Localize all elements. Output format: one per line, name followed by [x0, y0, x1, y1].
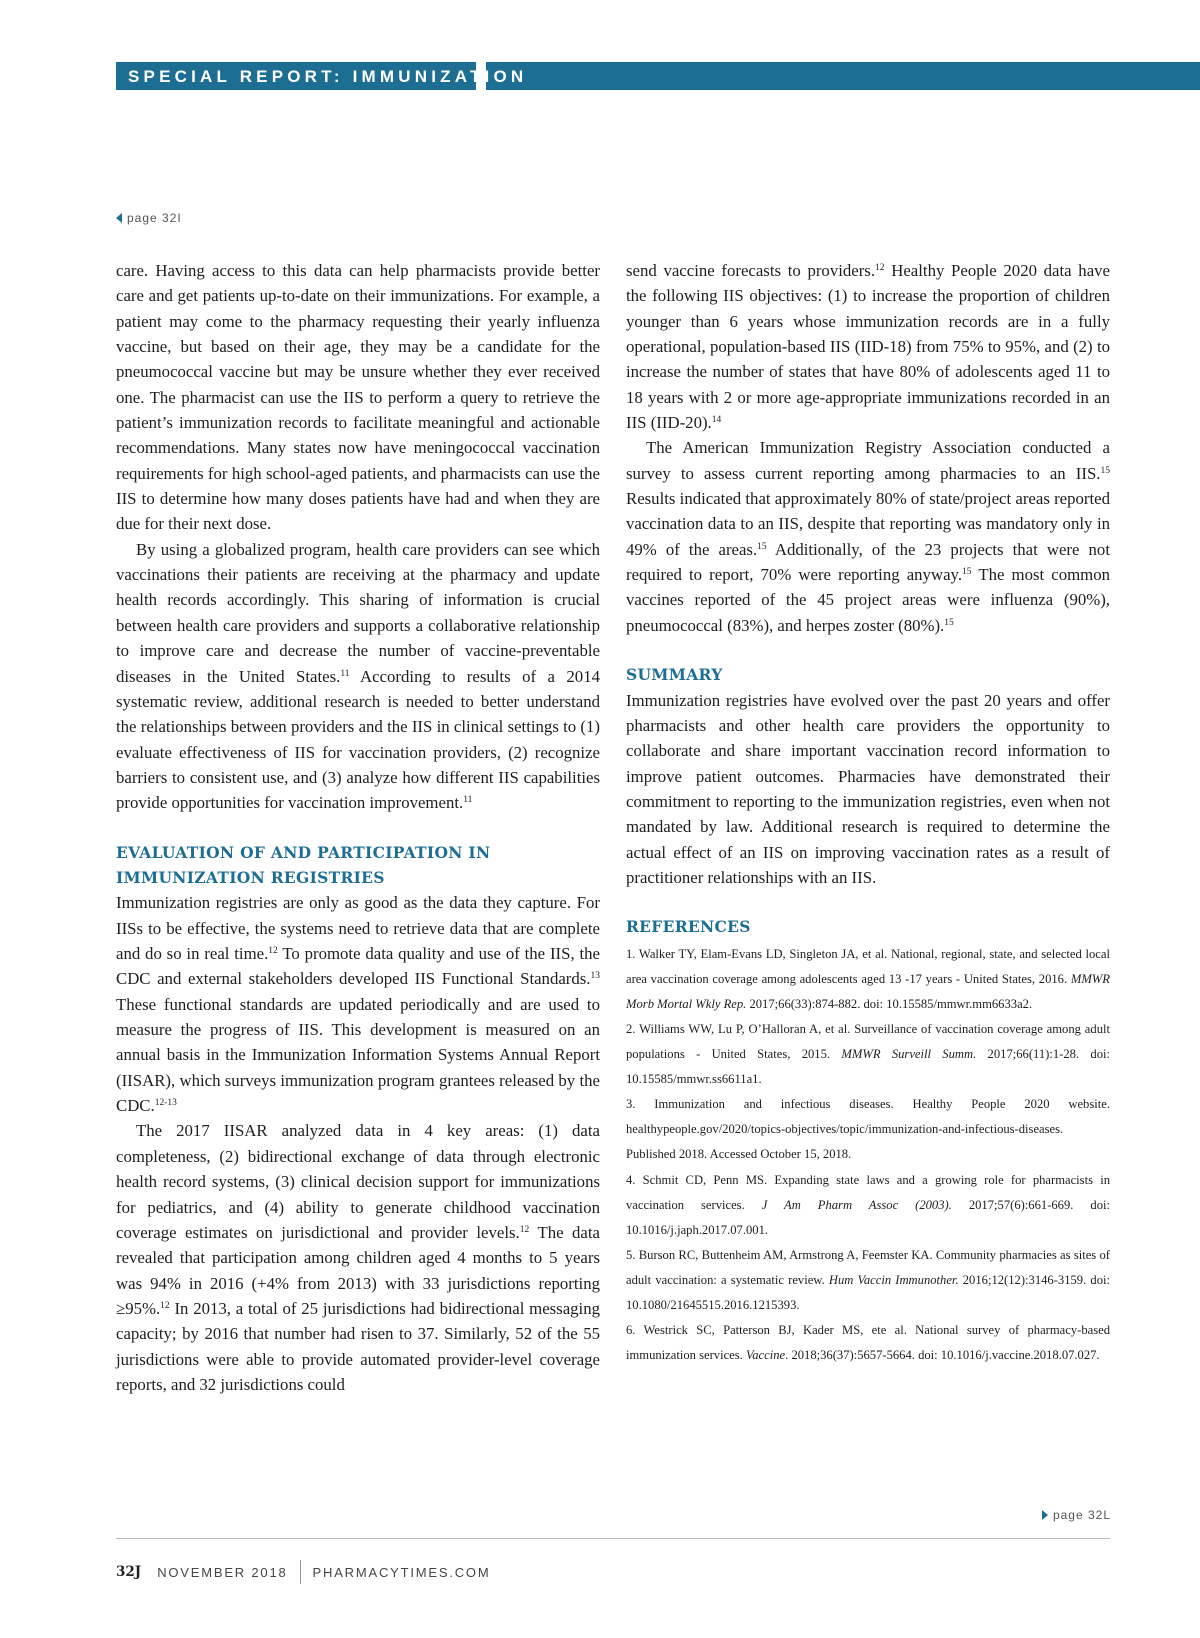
- citation: 12: [875, 263, 885, 273]
- citation: 12: [160, 1300, 170, 1311]
- caret-right-icon: [1042, 1510, 1048, 1520]
- issue-date: NOVEMBER 2018: [157, 1564, 288, 1580]
- page-number: 32J: [116, 1564, 142, 1580]
- continued-from-link[interactable]: [116, 211, 182, 225]
- citation: 15: [962, 567, 972, 578]
- caret-left-icon: [116, 213, 122, 223]
- footer-separator: [300, 1560, 301, 1584]
- citation: 15: [944, 617, 954, 628]
- reference-item: 4. Schmit CD, Penn MS. Expanding state laws and a growing role for pharmacists in vaccination services. J Am Pharm Assoc (2003). 2017;57(6):661-669. doi: 10.1016/j.japh.2017.07.001.: [626, 1172, 1110, 1237]
- paragraph: Immunization registries have evolved over the past 20 years and offer pharmacists and other health care providers the opportunity to collaborate and share important vaccination record information to improve patient outcomes. Pharmacies have demonstrated their commitment to reporting to the immunization registries, even when not mandated by law. Additional research is required to determine the actual effect of an IIS on improving vaccination rates as a result of practitioner relationships with an IIS.: [626, 690, 1110, 887]
- footer-divider: [116, 1538, 1110, 1539]
- page-footer: [116, 1560, 490, 1584]
- paragraph: Immunization registries are only as good as the data they capture. For IISs to be effective, the systems need to retrieve data that are complete and do so in real time.$^{12}$ To promote data quality and use of the IIS, the CDC and external stakeholders developed IIS Functional Standards.$^{13}$ These functional standards are updated periodically and are used to measure the progress of IIS. This development is measured on an annual basis in the Immunization Information Systems Annual Report (IISAR), which surveys immunization program grantees released by the CDC.$^{12-13}$: [116, 893, 600, 1116]
- left-column: [116, 258, 600, 1397]
- continued-to-label: page 32L: [1052, 1508, 1111, 1522]
- reference-item: 2. Williams WW, Lu P, O’Halloran A, et al. Surveillance of vaccination coverage among adult populations - United States, 2015. MMWR Surveill Summ. 2017;66(11):1-28. doi: 10.15585/mmwr.ss6611a1.: [626, 1022, 1110, 1087]
- right-column: [626, 258, 1110, 1368]
- paragraph: By using a globalized program, health care providers can see which vaccinations their patients are receiving at the pharmacy and update health records accordingly. This sharing of information is crucial between health care providers and supports a collaborative relationship to improve care and decrease the number of vaccine-preventable diseases in the United States.$^{11}$ According to results of a 2014 systematic review, additional research is needed to better understand the relationships between providers and the IIS in clinical settings to (1) evaluate effectiveness of IIS for vaccination providers, (2) recognize barriers to consistent use, and (3) analyze how different IIS capabilities provide opportunities for vaccination improvement.$^{11}$: [116, 539, 600, 813]
- section-title: SPECIAL REPORT: IMMUNIZATION: [128, 67, 528, 86]
- reference-item: 5. Burson RC, Buttenheim AM, Armstrong A, Feemster KA. Community pharmacies as sites of adult vaccination: a systematic review. Hum Vaccin Immunother. 2016;12(12):3146-3159. doi: 10.1080/21645515.2016.1215393.: [626, 1247, 1110, 1313]
- reference-list: [626, 942, 1110, 1369]
- section-heading: EVALUATION OF AND PARTICIPATION IN IMMUNIZATION REGISTRIES: [116, 842, 491, 887]
- citation: 13: [590, 971, 600, 982]
- citation: 12-13: [154, 1098, 177, 1109]
- paragraph: The 2017 IISAR analyzed data in 4 key areas: (1) data completeness, (2) bidirectional exchange of data through electronic health record systems, (3) clinical decision support for immunizations for pediatrics, and (4) ability to generate childhood vaccination coverage estimates on jurisdictional and provider levels.$^{12}$ The data revealed that participation among children aged 4 months to 5 years was 94% in 2016 (+4% from 2013) with 33 jurisdictions reporting ≥95%.$^{12}$ In 2013, a total of 25 jurisdictions had bidirectional messaging capacity; by 2016 that number had risen to 37. Similarly, 52 of the 55 jurisdictions were able to provide automated provider-level coverage reports, and 32 jurisdictions could: [116, 1121, 600, 1394]
- citation: 11: [463, 795, 473, 806]
- citation: 11: [340, 668, 350, 679]
- reference-item: 1. Walker TY, Elam-Evans LD, Singleton JA, et al. National, regional, state, and selected local area vaccination coverage among adolescents aged 13 -17 years - United States, 2016. MMWR Morb Mortal Wkly Rep. 2017;66(33):874-882. doi: 10.15585/mmwr.mm6633a2.: [626, 946, 1110, 1011]
- citation: 14: [711, 415, 722, 426]
- site-link[interactable]: PHARMACYTIMES.COM: [312, 1564, 491, 1580]
- summary-heading: SUMMARY: [626, 665, 723, 685]
- citation: 12: [519, 1224, 530, 1235]
- reference-item: 3. Immunization and infectious diseases. Healthy People 2020 website. healthypeople.gov/2020/topics-objectives/topic/immunization-and-infectious-diseases. Published 2018. Accessed October 15, 2018.: [626, 1097, 1110, 1162]
- continued-to-link[interactable]: [1042, 1508, 1111, 1522]
- references-heading: REFERENCES: [626, 917, 751, 937]
- citation: 12: [268, 946, 278, 957]
- citation: 15: [1100, 465, 1110, 476]
- header-bar-extension: [486, 62, 1200, 90]
- paragraph: send vaccine forecasts to providers.$^{12}$ Healthy People 2020 data have the following IIS objectives: (1) to increase the proportion of children younger than 6 years whose immunization records are in a fully operational, population-based IIS (IID-18) from 75% to 95%, and (2) to increase the number of states that have 80% of adolescents aged 11 to 18 years with 2 or more age-appropriate immunizations recorded in an IIS (IID-20).$^{14}$: [626, 261, 1110, 433]
- paragraph: care. Having access to this data can help pharmacists provide better care and get patients up-to-date on their immunizations. For example, a patient may come to the pharmacy requesting their yearly influenza vaccine, but based on their age, they may be a candidate for the pneumococcal vaccine but may be unsure whether they ever received one. The pharmacist can use the IIS to perform a query to retrieve the patient’s immunization records to facilitate meaningful and actionable recommendations. Many states now have meningococcal vaccination requirements for high school-aged patients, and pharmacists can use the IIS to determine how many doses patients have had and when they are due for their next dose.: [116, 261, 600, 534]
- citation: 15: [757, 541, 767, 552]
- reference-item: 6. Westrick SC, Patterson BJ, Kader MS, ete al. National survey of pharmacy-based immunization services. Vaccine. 2018;36(37):5657-5664. doi: 10.1016/j.vaccine.2018.07.027.: [626, 1323, 1110, 1363]
- continued-from-label: page 32I: [127, 211, 182, 225]
- paragraph: The American Immunization Registry Association conducted a survey to assess current reporting among pharmacies to an IIS.$^{15}$ Results indicated that approximately 80% of state/project areas reported vaccination data to an IIS, despite that reporting was mandatory only in 49% of the areas.$^{15}$ Additionally, of the 23 projects that were not required to report, 70% were reporting anyway.$^{15}$ The most common vaccines reported of the 45 project areas were influenza (90%), pneumococcal (83%), and herpes zoster (80%).$^{15}$: [626, 438, 1110, 635]
